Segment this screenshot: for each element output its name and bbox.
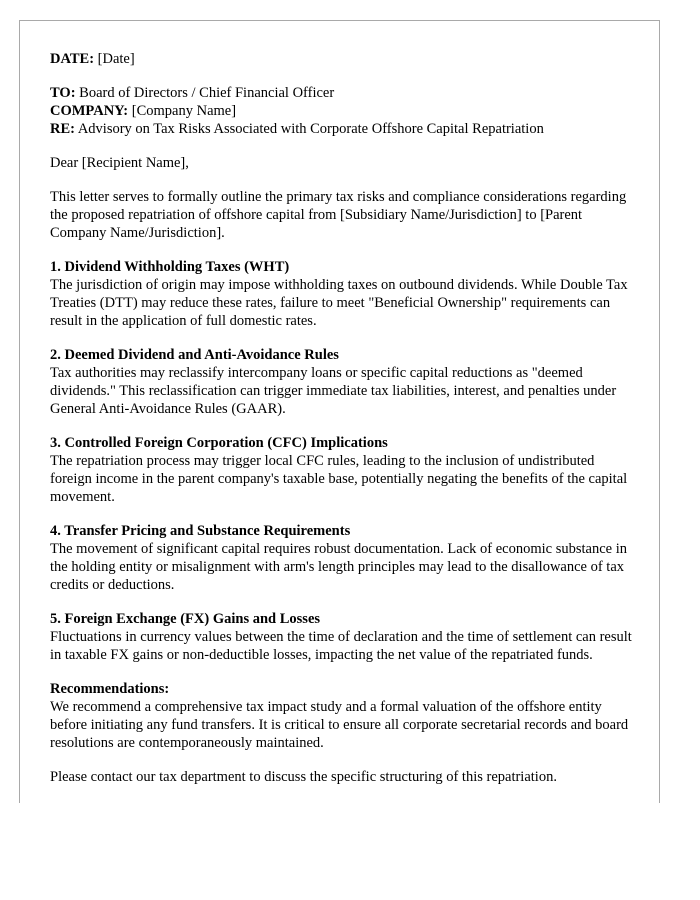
intro-paragraph: This letter serves to formally outline the primary tax risks and compliance considerations regarding the proposed repatriation of offshore capital from [Subsidiary Name/Jurisdiction] to [Parent Company Name/Jurisdiction]. — [50, 189, 627, 241]
re-line — [50, 120, 639, 138]
to-line — [50, 84, 639, 102]
section-4-heading-text: 4. Transfer Pricing and Substance Requirements — [50, 523, 351, 539]
section-4-body: The movement of significant capital requires robust documentation. Lack of economic substance in the holding entity or misalignment with arm's length principles may lead to the disallowance of tax credits or deductions. — [50, 541, 627, 593]
closing-paragraph: Please contact our tax department to discuss the specific structuring of this repatriation. — [50, 769, 557, 785]
date-label: DATE: — [50, 51, 95, 67]
recommendations-body: We recommend a comprehensive tax impact study and a formal valuation of the offshore entity before initiating any fund transfers. It is critical to ensure all corporate secretarial records and board resolutions are contemporaneously maintained. — [50, 699, 629, 751]
re-value: Advisory on Tax Risks Associated with Corporate Offshore Capital Repatriation — [77, 121, 544, 137]
date-value: [Date] — [97, 51, 135, 67]
recommendations-heading — [50, 680, 639, 698]
section-3-heading-text: 3. Controlled Foreign Corporation (CFC) Implications — [50, 435, 388, 451]
company-value: [Company Name] — [131, 103, 237, 119]
section-3-heading — [50, 434, 639, 452]
recommendations-heading-text: Recommendations: — [50, 681, 170, 697]
section-5-heading — [50, 610, 639, 628]
company-label: COMPANY: — [50, 103, 129, 119]
section-2-heading — [50, 346, 639, 364]
date-line — [50, 50, 639, 68]
section-2-heading-text: 2. Deemed Dividend and Anti-Avoidance Rules — [50, 347, 339, 363]
section-1-heading — [50, 258, 639, 276]
re-label: RE: — [50, 121, 75, 137]
salutation: Dear [Recipient Name], — [50, 155, 189, 171]
section-1-heading-text: 1. Dividend Withholding Taxes (WHT) — [50, 259, 290, 275]
section-3-body: The repatriation process may trigger local CFC rules, leading to the inclusion of undistributed foreign income in the parent company's taxable base, potentially negating the benefits of the capital movement. — [50, 453, 628, 505]
section-5-body: Fluctuations in currency values between the time of declaration and the time of settlement can result in taxable FX gains or non-deductible losses, impacting the net value of the repatriated funds. — [50, 629, 632, 663]
section-5-heading-text: 5. Foreign Exchange (FX) Gains and Losses — [50, 611, 321, 627]
section-4-heading — [50, 522, 639, 540]
letter-document — [19, 20, 660, 803]
section-2-body: Tax authorities may reclassify intercompany loans or specific capital reductions as "deemed dividends." This reclassification can trigger immediate tax liabilities, interest, and penalties under General Anti-Avoidance Rules (GAAR). — [50, 365, 617, 417]
section-1-body: The jurisdiction of origin may impose withholding taxes on outbound dividends. While Double Tax Treaties (DTT) may reduce these rates, failure to meet "Beneficial Ownership" requirements can result in the application of full domestic rates. — [50, 277, 628, 329]
to-label: TO: — [50, 85, 76, 101]
to-value: Board of Directors / Chief Financial Officer — [79, 85, 335, 101]
company-line — [50, 102, 639, 120]
